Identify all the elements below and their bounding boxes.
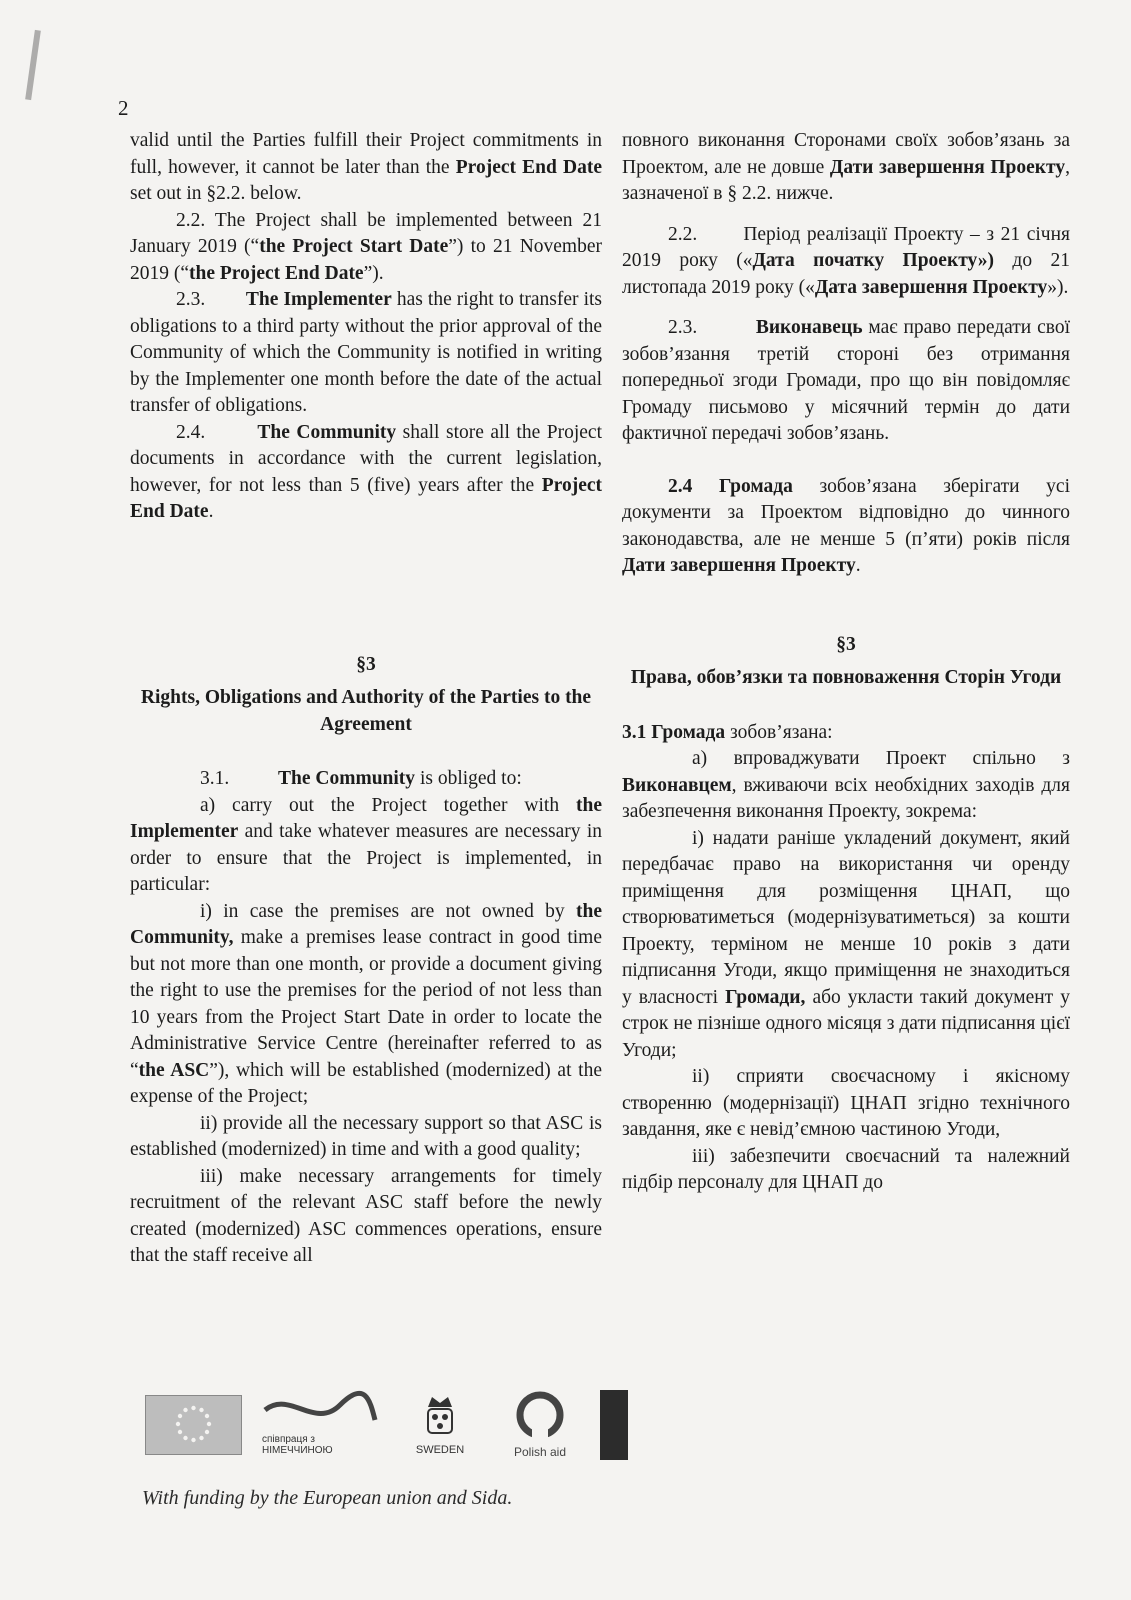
en-section-3-number: §3 (356, 653, 376, 675)
uk-section-3-number: §3 (836, 633, 856, 655)
en-item-iii: iii) make necessary arrangements for timely recruitment of the relevant ASC staff before the newly created (modernized) ASC commences operations, ensure that the staff receive all (130, 1165, 602, 1266)
uk-item-ii: ii) сприяти своєчасному і якісному створенню (модернізації) ЦНАП згідно технічного завдання, яке є невід’ємною частиною Угоди, (622, 1066, 1070, 1140)
en-item-ii: ii) provide all the necessary support so that ASC is established (modernized) in time and with a good quality; (130, 1112, 602, 1160)
german-cooperation-logo (260, 1390, 380, 1460)
uk-clause-2-3: 2.3. Виконавець має право передати свої зобов’язання третій стороні без отримання попередньої згоди Громади, про що він повідомляє Громаду письмово у місячний термін до дати фактичної передачі зобов’язань. (622, 317, 1070, 444)
eu-flag-icon (145, 1395, 242, 1455)
funder-logos (140, 1385, 640, 1465)
page-number: 2 (118, 96, 129, 120)
english-column (130, 128, 602, 1270)
uk-item-iii: iii) забезпечити своєчасний та належний підбір персоналу для ЦНАП до (622, 1145, 1070, 1193)
scan-artifact (25, 30, 41, 100)
sweden-logo (410, 1393, 470, 1459)
polish-aid-label: Polish aid (513, 1445, 567, 1459)
en-clause-2-4: 2.4. The Community shall store all the Project documents in accordance with the current legislation, however, for not less than 5 (five) years after the Project End Date. (130, 421, 602, 522)
uk-clause-2-2: 2.2. Період реалізації Проекту – з 21 січня 2019 року («Дата початку Проекту») до 21 листопада 2019 року («Дата завершення Проекту»). (622, 223, 1070, 298)
en-item-i: i) in case the premises are not owned by the Community, make a premises lease contract in good time but not more than one month, or provide a document giving the right to use the premises for the period of not less than 10 years from the Project Start Date in order to locate the Administrative Service Centre (hereinafter referred to as “the ASC”), which will be established (modernized) at the expense of the Project; (130, 900, 602, 1107)
en-clause-2-3: 2.3. The Implementer has the right to transfer its obligations to a third party without the prior approval of the Community of which the Community is notified in writing by the Implementer one month before the date of the actual transfer of obligations. (130, 289, 602, 416)
en-intro-paragraph: valid until the Parties fulfill their Project commitments in full, however, it cannot be later than the Project End Date set out in §2.2. below. (130, 130, 602, 204)
funding-statement: With funding by the European union and Sida. (142, 1487, 513, 1509)
uk-item-a: а) впроваджувати Проект спільно з Виконавцем, вживаючи всіх необхідних заходів для забезпечення виконання Проекту, зокрема: (622, 748, 1070, 822)
polish-aid-logo (505, 1390, 575, 1460)
sweden-label: SWEDEN (415, 1444, 465, 1456)
uk-clause-2-4: 2.4 Громада зобов’язана зберігати усі документи за Проектом відповідно до чинного законодавства, але не менше 5 (п’яти) років після Дати завершення Проекту. (622, 475, 1070, 576)
undp-logo (600, 1390, 628, 1460)
en-clause-3-1: 3.1. The Community is obliged to: (200, 768, 522, 789)
coop-text-line2: НІМЕЧЧИНОЮ (262, 1445, 333, 1456)
uk-section-3-title: Права, обов’язки та повноваження Сторін Угоди (630, 667, 1062, 688)
sweden-crown-icon (420, 1393, 460, 1437)
polish-aid-icon (510, 1390, 570, 1440)
en-clause-2-2: 2.2. The Project shall be implemented between 21 January 2019 (“the Project Start Date”) to 21 November 2019 (“the Project End Date”). (130, 209, 602, 284)
uk-item-i: i) надати раніше укладений документ, який передбачає право на використання чи оренду приміщення для розміщення ЦНАП, що створюватиметься (модернізуватиметься) за кошти Проекту, терміном не менше 10 років з дати підписання Угоди, якщо приміщення не знаходиться у власності Громади, або укласти такий документ у строк не пізніше одного місяця з дати підписання цієї Угоди; (622, 827, 1070, 1061)
coop-text-line1: співпраця з (262, 1434, 315, 1445)
ukrainian-column (622, 128, 1070, 1197)
uk-intro-paragraph: повного виконання Сторонами своїх зобов’язань за Проектом, але не довше Дати завершення Проекту, зазначеної в § 2.2. нижче. (622, 130, 1070, 204)
uk-clause-3-1: 3.1 Громада зобов’язана: (622, 721, 833, 743)
en-section-3-title: Rights, Obligations and Authority of the Parties to the Agreement (140, 687, 592, 735)
en-item-a: a) carry out the Project together with the Implementer and take whatever measures are necessary in order to ensure that the Project is implemented, in particular: (130, 794, 602, 895)
